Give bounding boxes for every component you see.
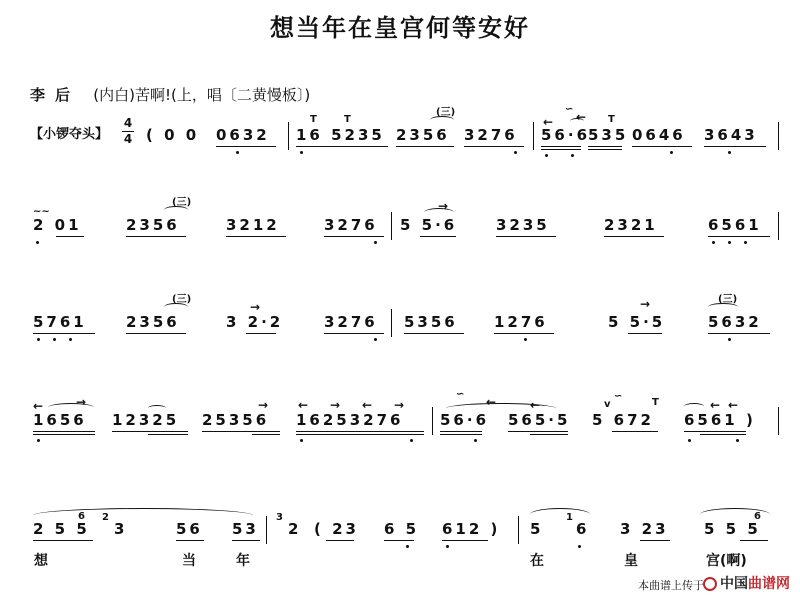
note-group: 5 672 [592, 411, 654, 429]
note-group: 5 5 5 [704, 520, 761, 538]
slide-arrow: → [640, 297, 651, 311]
note-group: 5 5·6 [400, 216, 458, 234]
note-group: 3276 [324, 313, 378, 331]
logo-brand: 中国 [720, 576, 748, 592]
note-group: 2356 [126, 313, 180, 331]
grace-note: 2 [102, 512, 109, 523]
trill-mark: ~~ [33, 206, 50, 217]
note-group: 3 2·2 [226, 313, 284, 331]
note-group: 6 [576, 520, 590, 538]
triplet-mark: (三) [718, 294, 738, 305]
note-group: 3235 [496, 216, 550, 234]
note-group: 5356 [404, 313, 458, 331]
note-group: 3 [114, 520, 128, 538]
lyric: 宫(啊) [706, 553, 747, 569]
slide-arrow: ← [728, 398, 739, 412]
site-logo[interactable] [703, 573, 790, 593]
note-group: 16253276 [296, 411, 404, 429]
note-group: 535 [588, 126, 629, 144]
turn-mark: ∽ [614, 391, 623, 402]
note-group: 565·5 [508, 411, 571, 429]
note-group: 2356 [396, 126, 450, 144]
slide-arrow: ← [298, 398, 309, 412]
note-group: 56·6 [541, 126, 591, 144]
note-group: 3276 [464, 126, 518, 144]
note-group: 6 5 [384, 520, 420, 538]
note-group: 2321 [604, 216, 658, 234]
mordent-mark: T [652, 397, 659, 408]
triplet-mark: (三) [172, 294, 192, 305]
note-group: 6561 [708, 216, 762, 234]
slide-arrow: → [250, 300, 261, 314]
lyric: 想 [34, 553, 48, 569]
slide-arrow: ← [362, 398, 373, 412]
slide-arrow: ← [486, 395, 497, 409]
mordent-mark: T [608, 114, 615, 125]
note-group: 25356 [202, 411, 270, 429]
note-group: ( 23 [314, 520, 359, 538]
notation-line-3 [0, 294, 800, 343]
note-group: 3 23 [620, 520, 669, 538]
note-group: 2 [288, 520, 302, 538]
time-signature-top: 4 [123, 116, 133, 130]
note-group: ( 0 0 [146, 126, 200, 144]
lyric: 在 [530, 553, 544, 569]
grace-note: 6 [78, 511, 85, 522]
grace-note: 1 [566, 512, 573, 523]
note-group: 1276 [494, 313, 548, 331]
note-group: 2 5 5 [33, 520, 90, 538]
note-group: 5632 [708, 313, 762, 331]
note-group: 16 5235 [296, 126, 385, 144]
note-group: 3212 [226, 216, 280, 234]
note-group: 0632 [216, 126, 270, 144]
logo-name: 曲谱网 [748, 576, 790, 592]
note-group: 1656 [33, 411, 87, 429]
turn-mark: ∽ [456, 389, 465, 400]
mordent-mark: T [310, 114, 317, 125]
note-group: 2356 [126, 216, 180, 234]
lyric: 皇 [624, 553, 638, 569]
note-group: 5 [530, 520, 544, 538]
notation-line-5 [0, 511, 800, 550]
logo-icon [703, 577, 717, 591]
lyric: 年 [236, 553, 250, 569]
note-group: 612 ) [442, 520, 501, 538]
time-signature-bottom: 4 [123, 132, 133, 146]
slide-arrow: → [394, 398, 405, 412]
role-name: 李后 [30, 86, 81, 104]
slide-arrow: ← [710, 398, 721, 412]
slide-arrow: ← [543, 115, 554, 129]
role-header [30, 84, 310, 105]
slide-arrow: ← [530, 398, 541, 412]
breath-mark: v [604, 399, 611, 410]
upload-credit: 本曲谱上传于 [638, 579, 704, 592]
slide-arrow: → [438, 199, 449, 213]
note-group: 56·6 [440, 411, 490, 429]
slide-arrow: ← [33, 399, 44, 413]
note-group: 6561 ) [684, 411, 756, 429]
note-group: 53 [232, 520, 259, 538]
note-group: 3643 [704, 126, 758, 144]
notation-line-1 [0, 104, 800, 156]
slide-arrow: → [330, 398, 341, 412]
slide-arrow: → [76, 395, 87, 409]
mordent-mark: T [344, 114, 351, 125]
slide-arrow: ← [576, 110, 587, 124]
note-group: 5 5·5 [608, 313, 666, 331]
note-group: 56 [176, 520, 203, 538]
note-group: 0646 [632, 126, 686, 144]
slide-arrow: → [258, 398, 269, 412]
grace-note: 3 [276, 512, 283, 523]
notation-line-2 [0, 197, 800, 246]
note-group: 2 01 [33, 216, 82, 234]
stage-direction: (内白)苦啊!(上，唱〔二黄慢板〕) [93, 86, 311, 104]
intro-label: 【小锣夺头】 [30, 127, 109, 142]
note-group: 5761 [33, 313, 87, 331]
page-title: 想当年在皇宫何等安好 [270, 14, 530, 42]
note-group: 3276 [324, 216, 378, 234]
lyric: 当 [182, 553, 196, 569]
grace-note: 6 [754, 511, 761, 522]
turn-mark: ∽ [565, 104, 574, 115]
notation-line-4 [0, 389, 800, 441]
triplet-mark: (三) [436, 107, 456, 118]
triplet-mark: (三) [172, 197, 192, 208]
note-group: 12325 [112, 411, 180, 429]
